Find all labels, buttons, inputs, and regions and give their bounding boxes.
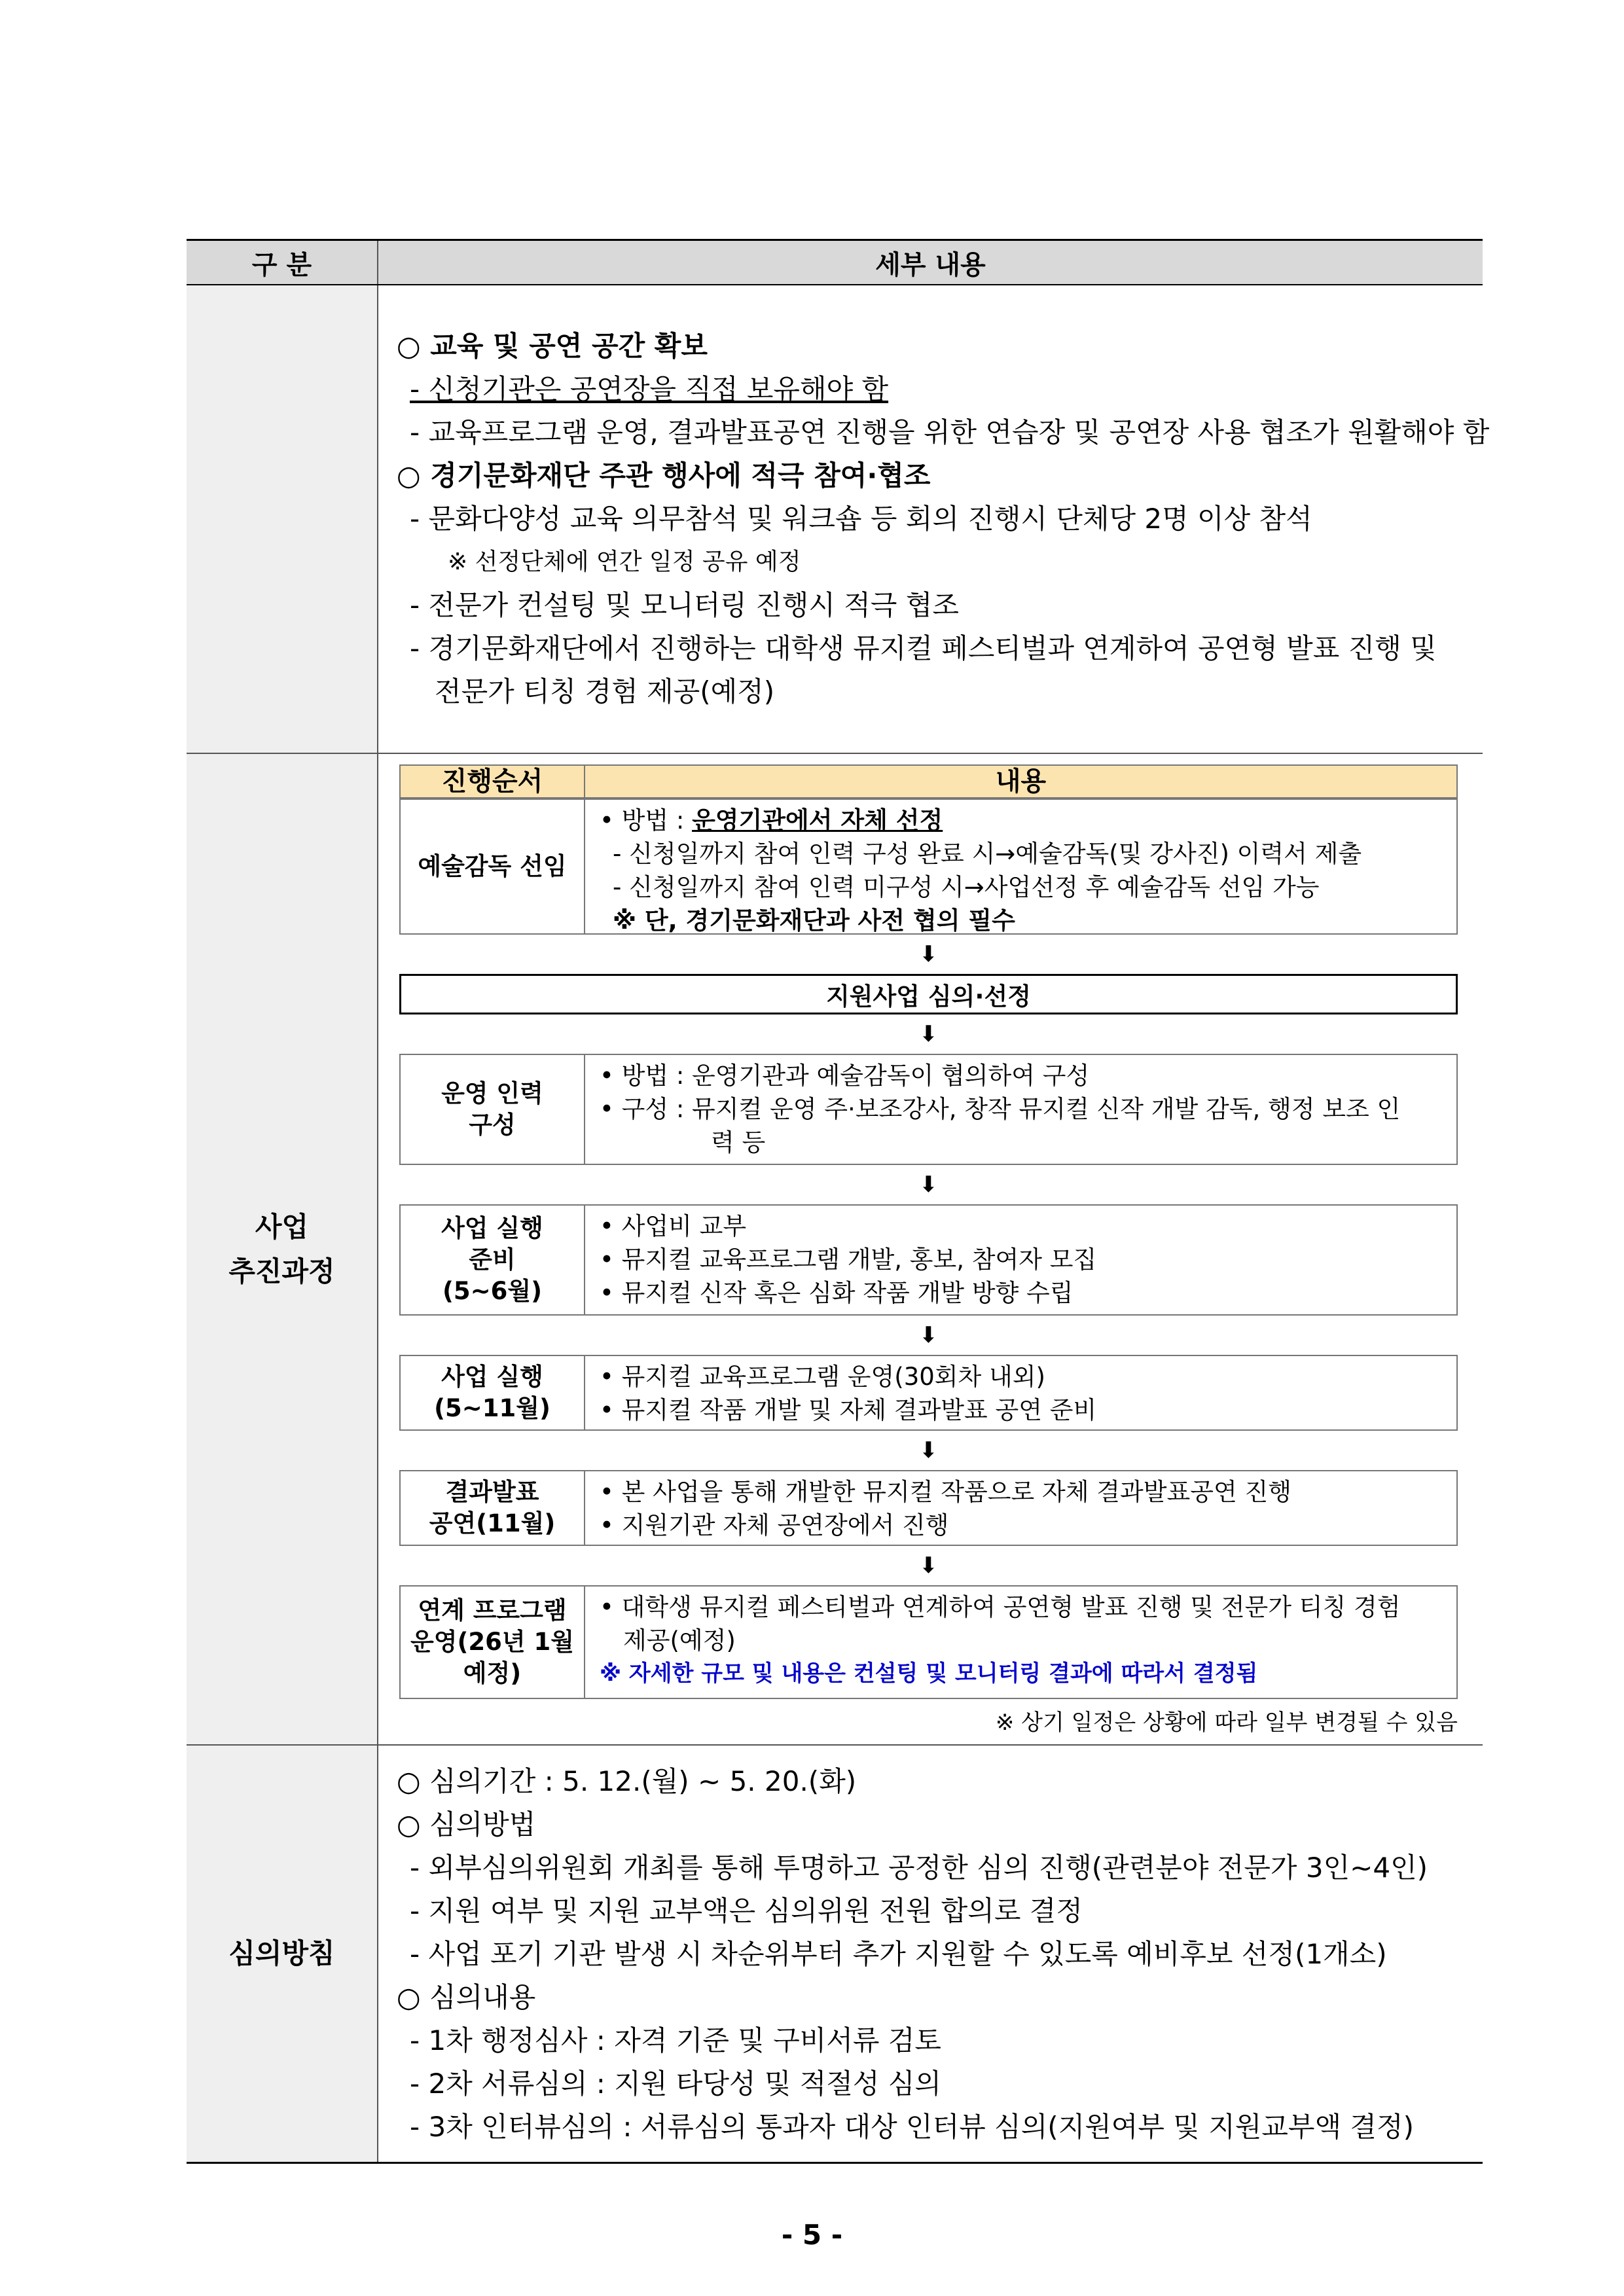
step-3-line-0: • 방법 : 운영기관과 예술감독이 협의하여 구성 xyxy=(600,1062,1090,1090)
s3-line-6: - 1차 행정심사 : 자격 기준 및 구비서류 검토 xyxy=(410,2024,941,2056)
section1-category xyxy=(187,285,378,753)
step-1-line-2: - 신청일까지 참여 인력 미구성 시→사업선정 후 예술감독 선임 가능 xyxy=(613,873,1320,901)
step-3-line-2: 력 등 xyxy=(711,1128,766,1157)
down-arrow-icon: ⬇ xyxy=(919,1552,938,1579)
process-header-content: 내용 xyxy=(995,766,1047,797)
section2-content xyxy=(378,753,1483,1745)
step-7-line-0: • 대학생 뮤지컬 페스티벌과 연계하여 공연형 발표 진행 및 전문가 티칭 경험 xyxy=(600,1593,1401,1621)
step-1-line-1: - 신청일까지 참여 인력 구성 완료 시→예술감독(및 강사진) 이력서 제출 xyxy=(613,840,1362,868)
down-arrow-icon: ⬇ xyxy=(919,1322,938,1348)
s1-line-4: - 문화다양성 교육 의무참석 및 워크숍 등 회의 진행시 단체당 2명 이상 참석 xyxy=(410,503,1312,535)
step-3-line-1: • 구성 : 뮤지컬 운영 주·보조강사, 창작 뮤지컬 신작 개발 감독, 행정 보조 인 xyxy=(600,1095,1401,1123)
step-4-line-1: • 뮤지컬 교육프로그램 개발, 홍보, 참여자 모집 xyxy=(600,1246,1097,1274)
content-table-frame xyxy=(187,239,1490,2164)
step-1-line-3: ※ 단, 경기문화재단과 사전 협의 필수 xyxy=(613,906,1015,935)
s1-line-7: - 경기문화재단에서 진행하는 대학생 뮤지컬 페스티벌과 연계하여 공연형 발표 진행 및 xyxy=(410,632,1437,664)
step-5-line-0: • 뮤지컬 교육프로그램 운영(30회차 내외) xyxy=(600,1363,1045,1391)
s1-line-6: - 전문가 컨설팅 및 모니터링 진행시 적극 협조 xyxy=(410,589,959,621)
section3-category: 심의방침 xyxy=(187,1745,378,2162)
step-6-label: 결과발표 공연(11월) xyxy=(401,1471,585,1545)
header-detail: 세부 내용 xyxy=(378,241,1483,285)
process-step-4 xyxy=(399,1204,1458,1316)
step-1-line-0: • 방법 : 운영기관에서 자체 선정 xyxy=(600,806,943,834)
step-4-line-2: • 뮤지컬 신작 혹은 심화 작품 개발 방향 수립 xyxy=(600,1279,1074,1307)
content-table xyxy=(187,241,1490,2162)
step-1-label: 예술감독 선임 xyxy=(401,800,585,933)
process-step-2: 지원사업 심의·선정 xyxy=(399,974,1458,1014)
process-header xyxy=(399,764,1458,798)
down-arrow-icon: ⬇ xyxy=(919,941,938,967)
s3-line-3: - 지원 여부 및 지원 교부액은 심의위원 전원 합의로 결정 xyxy=(410,1895,1083,1927)
step-5-label: 사업 실행 (5~11월) xyxy=(401,1356,585,1429)
section1-content xyxy=(378,285,1490,753)
section2-category: 사업 추진과정 xyxy=(187,753,378,1745)
step-7-label: 연계 프로그램 운영(26년 1월 예정) xyxy=(401,1587,585,1698)
s1-line-0: ○ 교육 및 공연 공간 확보 xyxy=(397,330,708,362)
header-category: 구 분 xyxy=(187,241,378,285)
s3-line-4: - 사업 포기 기관 발생 시 차순위부터 추가 지원할 수 있도록 예비후보 선정(1개소) xyxy=(410,1938,1387,1970)
process-step-1 xyxy=(399,798,1458,935)
s3-line-8: - 3차 인터뷰심의 : 서류심의 통과자 대상 인터뷰 심의(지원여부 및 지원교부액 결정) xyxy=(410,2111,1414,2143)
s1-line-5: ※ 선정단체에 연간 일정 공유 예정 xyxy=(448,548,801,575)
s3-line-0: ○ 심의기간 : 5. 12.(월) ~ 5. 20.(화) xyxy=(397,1765,857,1797)
process-step-3 xyxy=(399,1054,1458,1165)
step-7-note: ※ 자세한 규모 및 내용은 컨설팅 및 모니터링 결과에 따라서 결정됨 xyxy=(600,1660,1258,1687)
section3-content xyxy=(378,1745,1483,2162)
s1-line-2: - 교육프로그램 운영, 결과발표공연 진행을 위한 연습장 및 공연장 사용 협조가 원활해야 함 xyxy=(410,416,1490,448)
s3-line-5: ○ 심의내용 xyxy=(397,1981,536,2013)
step-3-label: 운영 인력 구성 xyxy=(401,1055,585,1164)
s1-line-8: 전문가 티칭 경험 제공(예정) xyxy=(435,675,775,708)
process-step-7 xyxy=(399,1585,1458,1699)
step-6-line-1: • 지원기관 자체 공연장에서 진행 xyxy=(600,1511,949,1539)
step-4-line-0: • 사업비 교부 xyxy=(600,1212,747,1240)
step-6-line-0: • 본 사업을 통해 개발한 뮤지컬 작품으로 자체 결과발표공연 진행 xyxy=(600,1478,1291,1506)
s3-line-2: - 외부심의위원회 개최를 통해 투명하고 공정한 심의 진행(관련분야 전문가 3인~4인) xyxy=(410,1852,1428,1884)
s3-line-7: - 2차 서류심의 : 지원 타당성 및 적절성 심의 xyxy=(410,2068,941,2100)
s3-line-1: ○ 심의방법 xyxy=(397,1808,536,1840)
step-5-line-1: • 뮤지컬 작품 개발 및 자체 결과발표 공연 준비 xyxy=(600,1396,1097,1424)
process-step-5 xyxy=(399,1355,1458,1431)
process-header-step: 진행순서 xyxy=(401,766,585,797)
page-number: - 5 - xyxy=(781,2219,843,2251)
down-arrow-icon: ⬇ xyxy=(919,1437,938,1463)
step-4-label: 사업 실행 준비 (5~6월) xyxy=(401,1206,585,1314)
s1-line-3: ○ 경기문화재단 주관 행사에 적극 참여·협조 xyxy=(397,459,931,492)
schedule-note: ※ 상기 일정은 상황에 따라 일부 변경될 수 있음 xyxy=(995,1710,1458,1736)
process-step-6 xyxy=(399,1470,1458,1546)
s1-line-1: - 신청기관은 공연장을 직접 보유해야 함 xyxy=(410,373,889,405)
step-7-line-1: 제공(예정) xyxy=(623,1626,736,1655)
down-arrow-icon: ⬇ xyxy=(919,1172,938,1198)
down-arrow-icon: ⬇ xyxy=(919,1021,938,1047)
